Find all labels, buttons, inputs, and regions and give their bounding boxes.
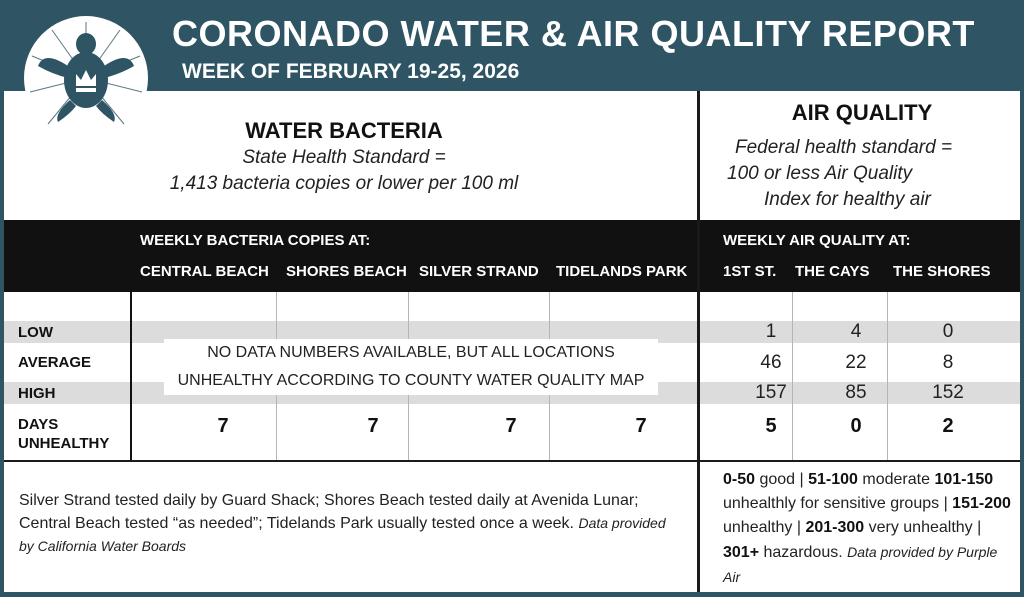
col-tidelands-park: TIDELANDS PARK [556,263,688,280]
water-bacteria-header [134,117,554,197]
aqi-range-hazardous: 301+ [723,544,760,561]
water-air-divider [697,91,700,592]
column-header-band [4,220,1020,292]
water-heading: WATER BACTERIA [245,118,443,143]
air-standard-line3: Index for healthy air [764,189,931,210]
aqi-range-moderate: 51-100 [808,471,858,488]
air-days-shores: 2 [942,415,954,437]
air-low-cays: 4 [850,321,862,342]
air-avg-cays: 22 [845,352,867,373]
air-low-1st: 1 [765,321,777,342]
days-unhealthy-shores: 7 [367,415,379,437]
air-low-shores: 0 [942,321,954,342]
no-data-notice [164,339,658,395]
air-source: Data provided by Purple Air [723,544,998,585]
no-data-line2: UNHEALTHY ACCORDING TO COUNTY WATER QUALITY MAP [177,372,645,389]
aqi-range-good: 0-50 [723,471,756,488]
water-standard-line2: 1,413 bacteria copies or lower per 100 ml [169,173,519,194]
air-days-1st: 5 [765,415,777,437]
col-central-beach: CENTRAL BEACH [140,263,269,280]
air-high-1st: 157 [755,382,787,403]
air-quality-header [704,99,1020,210]
footer-divider [4,460,1020,462]
water-standard-line1: State Health Standard = [242,147,446,168]
water-note: Silver Strand tested daily by Guard Shack; Shores Beach tested daily at Avenida Lunar; Central Beach tested “as needed”; Tidelands Park usually tested once a week. [19,492,639,532]
days-unhealthy-tidelands: 7 [635,415,647,437]
air-standard-line2: 100 or less Air Quality [727,163,913,184]
row-label-low: LOW [18,324,53,341]
aqi-range-sensitive: 101-150 [934,471,994,488]
row-label-days-line1: DAYS [18,416,59,433]
report-panel [4,91,1020,592]
col-shores-beach: SHORES BEACH [286,263,407,280]
air-high-shores: 152 [932,382,964,403]
row-label-average: AVERAGE [18,354,92,371]
label-column-divider [130,220,132,460]
row-label-high: HIGH [18,385,56,402]
no-data-line1: NO DATA NUMBERS AVAILABLE, BUT ALL LOCATIONS [207,344,615,361]
report-subtitle: WEEK OF FEBRUARY 19-25, 2026 [182,60,520,83]
water-footnote [19,489,679,558]
aqi-scale-legend: 0-50 good | 51-100 moderate 101-150 unhealthly for sensitive groups | 151-200 unhealthy | 201-300 very unhealthy | 301+ hazardous. Data provided by Purple Air [723,471,1011,585]
air-band-label: WEEKLY AIR QUALITY AT: [723,232,911,249]
air-high-cays: 85 [845,382,867,403]
sea-turtle-crown-icon [24,16,148,140]
air-days-cays: 0 [850,415,862,437]
days-unhealthy-silver: 7 [505,415,517,437]
water-band-label: WEEKLY BACTERIA COPIES AT: [140,232,371,249]
col-1st-st: 1ST ST. [723,263,777,280]
water-source: Data provided by California Water Boards [19,515,666,554]
air-heading: AIR QUALITY [791,100,933,125]
days-unhealthy-central: 7 [217,415,229,437]
air-avg-shores: 8 [942,352,954,373]
logo [24,16,148,140]
col-silver-strand: SILVER STRAND [419,263,539,280]
aqi-range-unhealthy: 151-200 [952,495,1011,512]
air-avg-1st: 46 [760,352,782,373]
col-the-shores: THE SHORES [893,263,991,280]
air-standard-line1: Federal health standard = [735,137,953,158]
aqi-range-very-unhealthy: 201-300 [805,519,865,536]
report-title: CORONADO WATER & AIR QUALITY REPORT [172,13,975,54]
row-label-days-line2: UNHEALTHY [18,435,110,452]
col-the-cays: THE CAYS [795,263,870,280]
